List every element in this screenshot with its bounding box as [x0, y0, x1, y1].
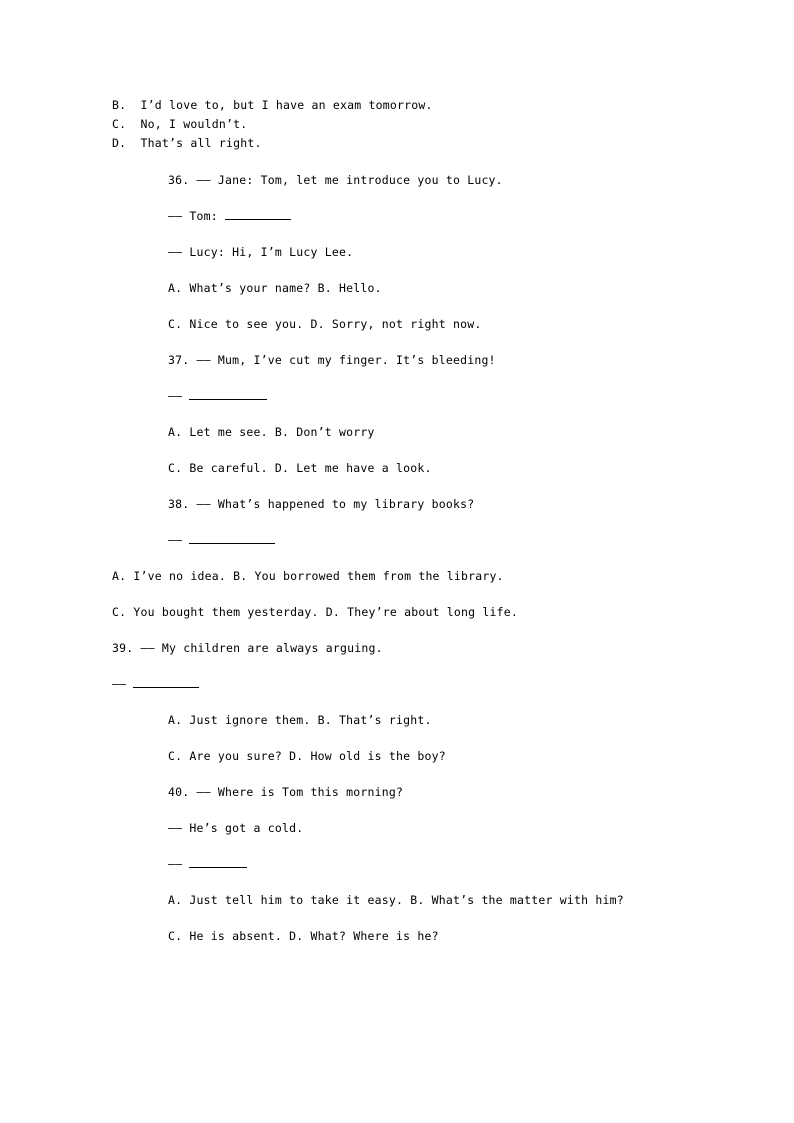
- answer-option-c-35-text: C. No, I wouldn’t.: [112, 117, 248, 131]
- question-38-stem-text: 38. —— What’s happened to my library books?: [168, 497, 475, 511]
- spacer: [112, 442, 692, 458]
- answer-option-d-35: [112, 134, 692, 153]
- answer-option-d-35-text: D. That’s all right.: [112, 136, 262, 150]
- question-40-answer-line: [112, 818, 692, 838]
- question-38-options-cd-text: C. You bought them yesterday. D. They’re about long life.: [112, 605, 519, 619]
- question-38-reply: [112, 530, 692, 550]
- question-39-options-ab-text: A. Just ignore them. B. That’s right.: [168, 713, 432, 727]
- question-40-reply-dash: ——: [168, 857, 190, 871]
- question-40-options-ab: [112, 890, 692, 910]
- question-37-stem: [112, 350, 692, 370]
- question-39-reply-dash: ——: [112, 677, 134, 691]
- answer-option-c-35: [112, 115, 692, 134]
- spacer: [112, 406, 692, 422]
- answer-option-b-35-text: B. I’d love to, but I have an exam tomorrow.: [112, 98, 433, 112]
- answer-blank: [225, 208, 291, 220]
- question-40-options-cd: [112, 926, 692, 946]
- question-38-reply-dash: ——: [168, 533, 190, 547]
- spacer: [112, 298, 692, 314]
- spacer: [112, 694, 692, 710]
- question-38-options-ab-text: A. I’ve no idea. B. You borrowed them from the library.: [112, 569, 504, 583]
- question-36-options-ab-text: A. What’s your name? B. Hello.: [168, 281, 382, 295]
- question-36-tom-label: —— Tom:: [168, 209, 225, 223]
- question-39-reply: [112, 674, 692, 694]
- spacer: [112, 478, 692, 494]
- answer-blank: [189, 532, 275, 544]
- question-38-stem: [112, 494, 692, 514]
- question-39-stem: [112, 638, 692, 658]
- document-body: [112, 96, 692, 946]
- spacer: [112, 334, 692, 350]
- spacer: [112, 153, 692, 170]
- question-39-options-cd: [112, 746, 692, 766]
- question-36-tom-line: [112, 206, 692, 226]
- answer-blank: [189, 856, 247, 868]
- question-36-options-ab: [112, 278, 692, 298]
- question-37-options-cd-text: C. Be careful. D. Let me have a look.: [168, 461, 432, 475]
- spacer: [112, 262, 692, 278]
- spacer: [112, 586, 692, 602]
- question-36-stem: [112, 170, 692, 190]
- question-40-answer-text: —— He’s got a cold.: [168, 821, 304, 835]
- question-37-reply: [112, 386, 692, 406]
- question-37-options-cd: [112, 458, 692, 478]
- question-36-options-cd-text: C. Nice to see you. D. Sorry, not right now.: [168, 317, 482, 331]
- answer-blank: [189, 388, 267, 400]
- question-40-stem-text: 40. —— Where is Tom this morning?: [168, 785, 404, 799]
- question-37-stem-text: 37. —— Mum, I’ve cut my finger. It’s bleeding!: [168, 353, 496, 367]
- question-36-stem-text: 36. —— Jane: Tom, let me introduce you to Lucy.: [168, 173, 503, 187]
- spacer: [112, 550, 692, 566]
- question-37-reply-dash: ——: [168, 389, 190, 403]
- spacer: [112, 190, 692, 206]
- question-40-stem: [112, 782, 692, 802]
- question-38-options-cd: [112, 602, 692, 622]
- spacer: [112, 910, 692, 926]
- spacer: [112, 658, 692, 674]
- answer-blank: [133, 676, 199, 688]
- question-40-options-cd-text: C. He is absent. D. What? Where is he?: [168, 929, 439, 943]
- spacer: [112, 766, 692, 782]
- spacer: [112, 622, 692, 638]
- spacer: [112, 514, 692, 530]
- question-39-stem-text: 39. —— My children are always arguing.: [112, 641, 383, 655]
- question-36-lucy-line: [112, 242, 692, 262]
- question-37-options-ab-text: A. Let me see. B. Don’t worry: [168, 425, 375, 439]
- question-38-options-ab: [112, 566, 692, 586]
- answer-option-b-35: [112, 96, 692, 115]
- spacer: [112, 730, 692, 746]
- spacer: [112, 802, 692, 818]
- spacer: [112, 370, 692, 386]
- spacer: [112, 226, 692, 242]
- question-36-lucy-text: —— Lucy: Hi, I’m Lucy Lee.: [168, 245, 354, 259]
- question-39-options-cd-text: C. Are you sure? D. How old is the boy?: [168, 749, 446, 763]
- spacer: [112, 874, 692, 890]
- question-40-reply: [112, 854, 692, 874]
- spacer: [112, 838, 692, 854]
- question-36-options-cd: [112, 314, 692, 334]
- question-39-options-ab: [112, 710, 692, 730]
- question-40-options-ab-text: A. Just tell him to take it easy. B. What’s the matter with him?: [168, 893, 624, 907]
- question-37-options-ab: [112, 422, 692, 442]
